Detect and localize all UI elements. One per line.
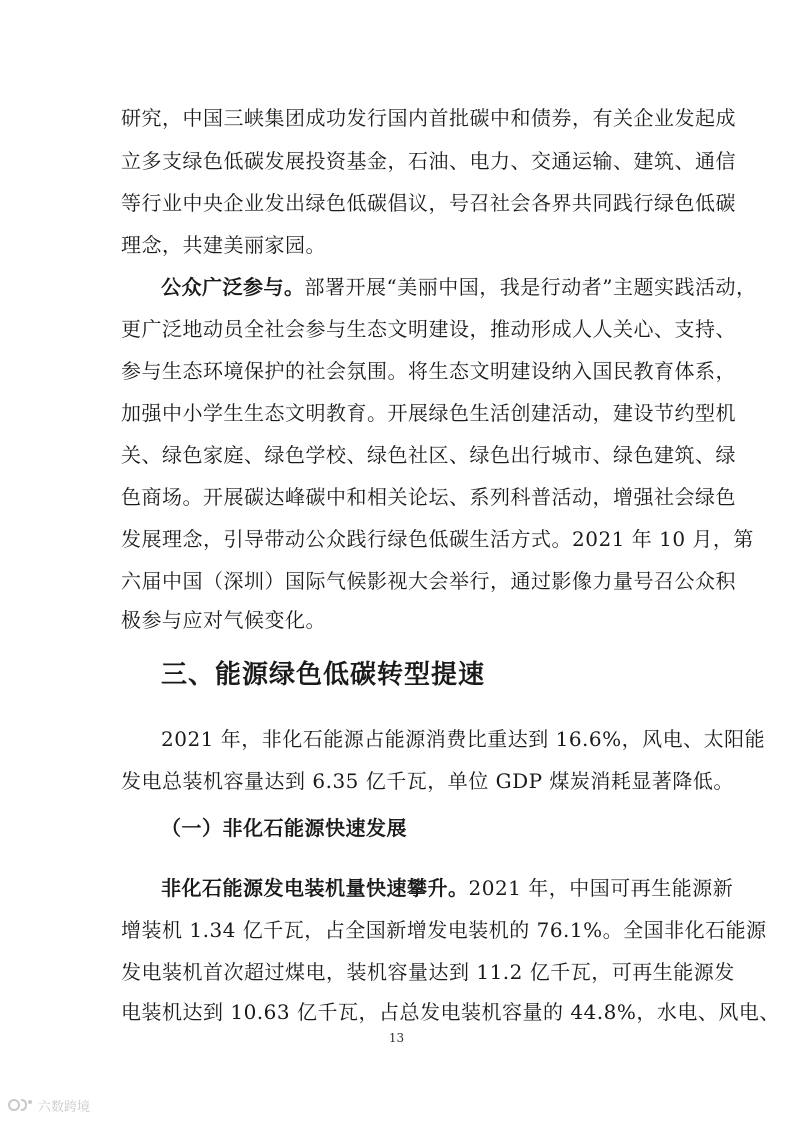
- paragraph-line: 参与生态环境保护的社会氛围。将生态文明建设纳入国民教育体系，: [121, 359, 736, 383]
- paragraph-first-line: [161, 273, 757, 301]
- sub-heading: （一）非化石能源快速发展: [161, 816, 407, 840]
- paragraph-line: 关、绿色家庭、绿色学校、绿色社区、绿色出行城市、绿色建筑、绿: [121, 443, 736, 467]
- brand-logo-icon: [8, 1096, 34, 1114]
- paragraph-line: 极参与应对气候变化。: [121, 608, 326, 632]
- paragraph-line: 发展理念，引导带动公众践行绿色低碳生活方式。2021 年 10 月，第: [121, 527, 754, 551]
- paragraph-line: 六届中国（深圳）国际气候影视大会举行，通过影像力量号召公众积: [121, 569, 736, 593]
- paragraph-line: 发电总装机容量达到 6.35 亿千瓦，单位 GDP 煤炭消耗显著降低。: [121, 769, 734, 793]
- paragraph-line: 加强中小学生生态文明教育。开展绿色生活创建活动，建设节约型机: [121, 401, 736, 425]
- paragraph-lead-in: 公众广泛参与。: [161, 275, 305, 299]
- paragraph-line: 增装机 1.34 亿千瓦，占全国新增发电装机的 76.1%。全国非化石能源: [121, 918, 767, 942]
- paragraph-text: 2021 年，中国可再生能源新: [468, 876, 734, 900]
- paragraph-line: 电装机达到 10.63 亿千瓦，占总发电装机容量的 44.8%，水电、风电、: [121, 1000, 780, 1024]
- paragraph-lead-in: 非化石能源发电装机量快速攀升。: [161, 876, 469, 900]
- section-heading: 三、能源绿色低碳转型提速: [161, 660, 486, 690]
- watermark-text: 六数跨境: [38, 1099, 91, 1115]
- watermark: [8, 1094, 90, 1116]
- paragraph-line: 发电装机首次超过煤电，装机容量达到 11.2 亿千瓦，可再生能源发: [121, 960, 735, 984]
- paragraph-first-line: 2021 年，非化石能源占能源消费比重达到 16.6%，风电、太阳能: [161, 727, 766, 751]
- page-number: 13: [388, 1031, 405, 1045]
- paragraph-first-line: [161, 874, 734, 902]
- paragraph-line: 更广泛地动员全社会参与生态文明建设，推动形成人人关心、支持、: [121, 317, 736, 341]
- paragraph-line: 立多支绿色低碳发展投资基金，石油、电力、交通运输、建筑、通信: [121, 149, 736, 173]
- paragraph-line: 理念，共建美丽家园。: [121, 233, 326, 257]
- paragraph-line: 色商场。开展碳达峰碳中和相关论坛、系列科普活动，增强社会绿色: [121, 485, 736, 509]
- paragraph-text: 部署开展“美丽中国，我是行动者”主题实践活动，: [304, 275, 757, 299]
- paragraph-line: 研究，中国三峡集团成功发行国内首批碳中和债券，有关企业发起成: [121, 106, 736, 130]
- paragraph-line: 等行业中央企业发出绿色低碳倡议，号召社会各界共同践行绿色低碳: [121, 191, 736, 215]
